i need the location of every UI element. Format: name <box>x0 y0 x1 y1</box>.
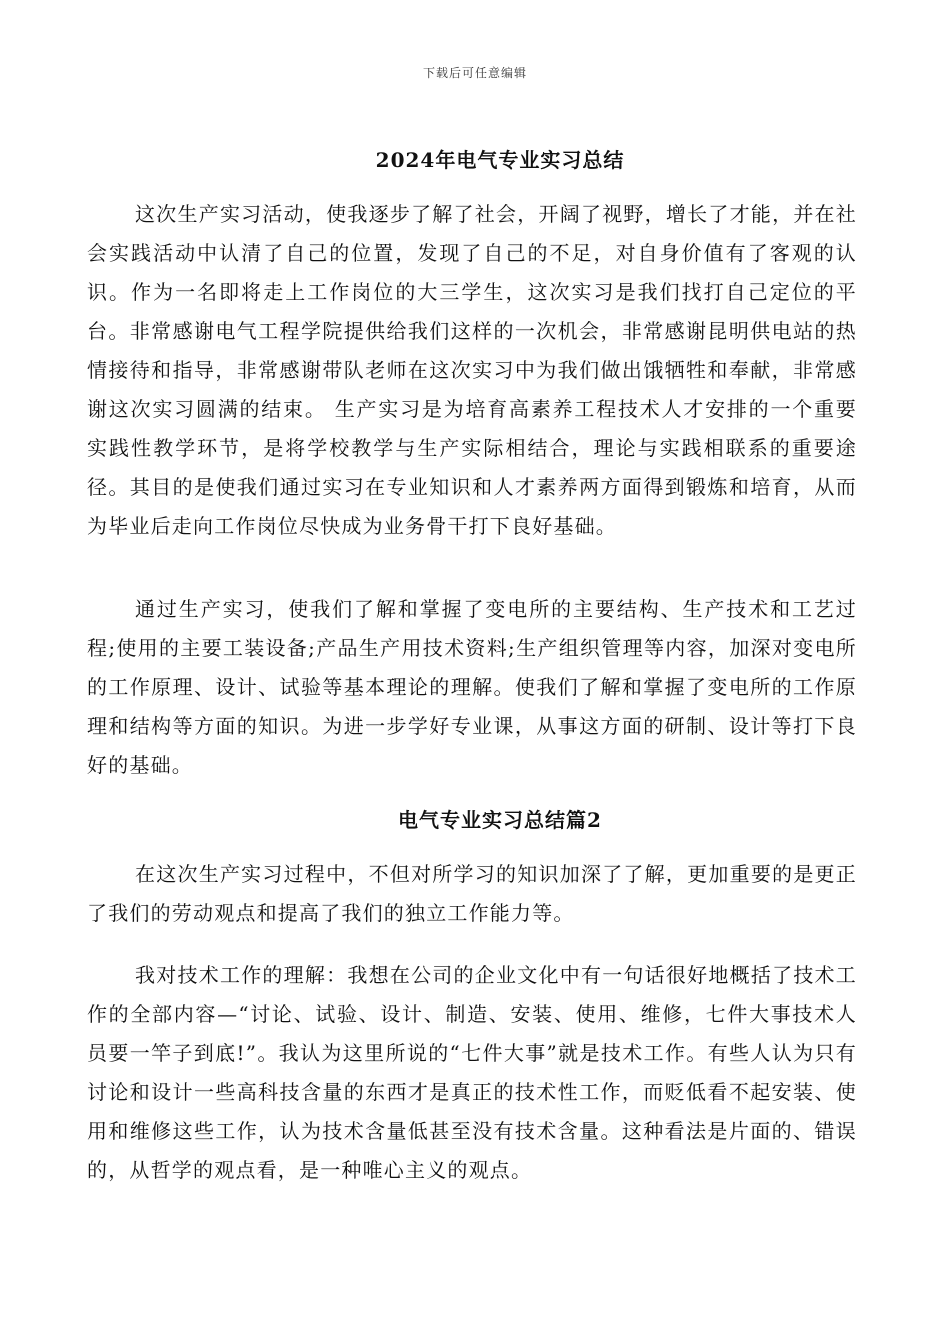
section-title: 电气专业实习总结篇2 <box>398 808 602 832</box>
document-title: 2024年电气专业实习总结 <box>375 148 625 172</box>
paragraph-2: 通过生产实习，使我们了解和掌握了变电所的主要结构、生产技术和工艺过程;使用的主要工装设备;产品生产用技术资料;生产组织管理等内容，加深对变电所的工作原理、设计、试验等基本理论的理解。使我们了解和掌握了变电所的工作原理和结构等方面的知识。为进一步学好专业课，从事这方面的研制、设计等打下良好的基础。 <box>87 597 857 777</box>
page-header: 下载后可任意编辑 <box>422 66 527 80</box>
section-paragraph-2: 我对技术工作的理解：我想在公司的企业文化中有一句话很好地概括了技术工作的全部内容—“讨论、试验、设计、制造、安装、使用、维修，七件大事技术人员要一竿子到底!”。我认为这里所说的“七件大事”就是技术工作。有些人认为只有讨论和设计一些高科技含量的东西才是真正的技术性工作，而贬低看不起安装、使用和维修这些工作，认为技术含量低甚至没有技术含量。这种看法是片面的、错误的，从哲学的观点看，是一种唯心主义的观点。 <box>87 963 857 1182</box>
paragraph-1: 这次生产实习活动，使我逐步了解了社会，开阔了视野，增长了才能，并在社会实践活动中认清了自己的位置，发现了自己的不足，对自身价值有了客观的认识。作为一名即将走上工作岗位的大三学生，这次实习是我们找打自己定位的平台。非常感谢电气工程学院提供给我们这样的一次机会，非常感谢昆明供电站的热情接待和指导，非常感谢带队老师在这次实习中为我们做出饿牺牲和奉献，非常感谢这次实习圆满的结束。 生产实习是为培育高素养工程技术人才安排的一个重要实践性教学环节，是将学校教学与生产实际相结合，理论与实践相联系的重要途径。其目的是使我们通过实习在专业知识和人才素养两方面得到锻炼和培育，从而为毕业后走向工作岗位尽快成为业务骨干打下良好基础。 <box>87 202 857 538</box>
section-paragraph-1: 在这次生产实习过程中，不但对所学习的知识加深了了解，更加重要的是更正了我们的劳动观点和提高了我们的独立工作能力等。 <box>87 862 857 925</box>
